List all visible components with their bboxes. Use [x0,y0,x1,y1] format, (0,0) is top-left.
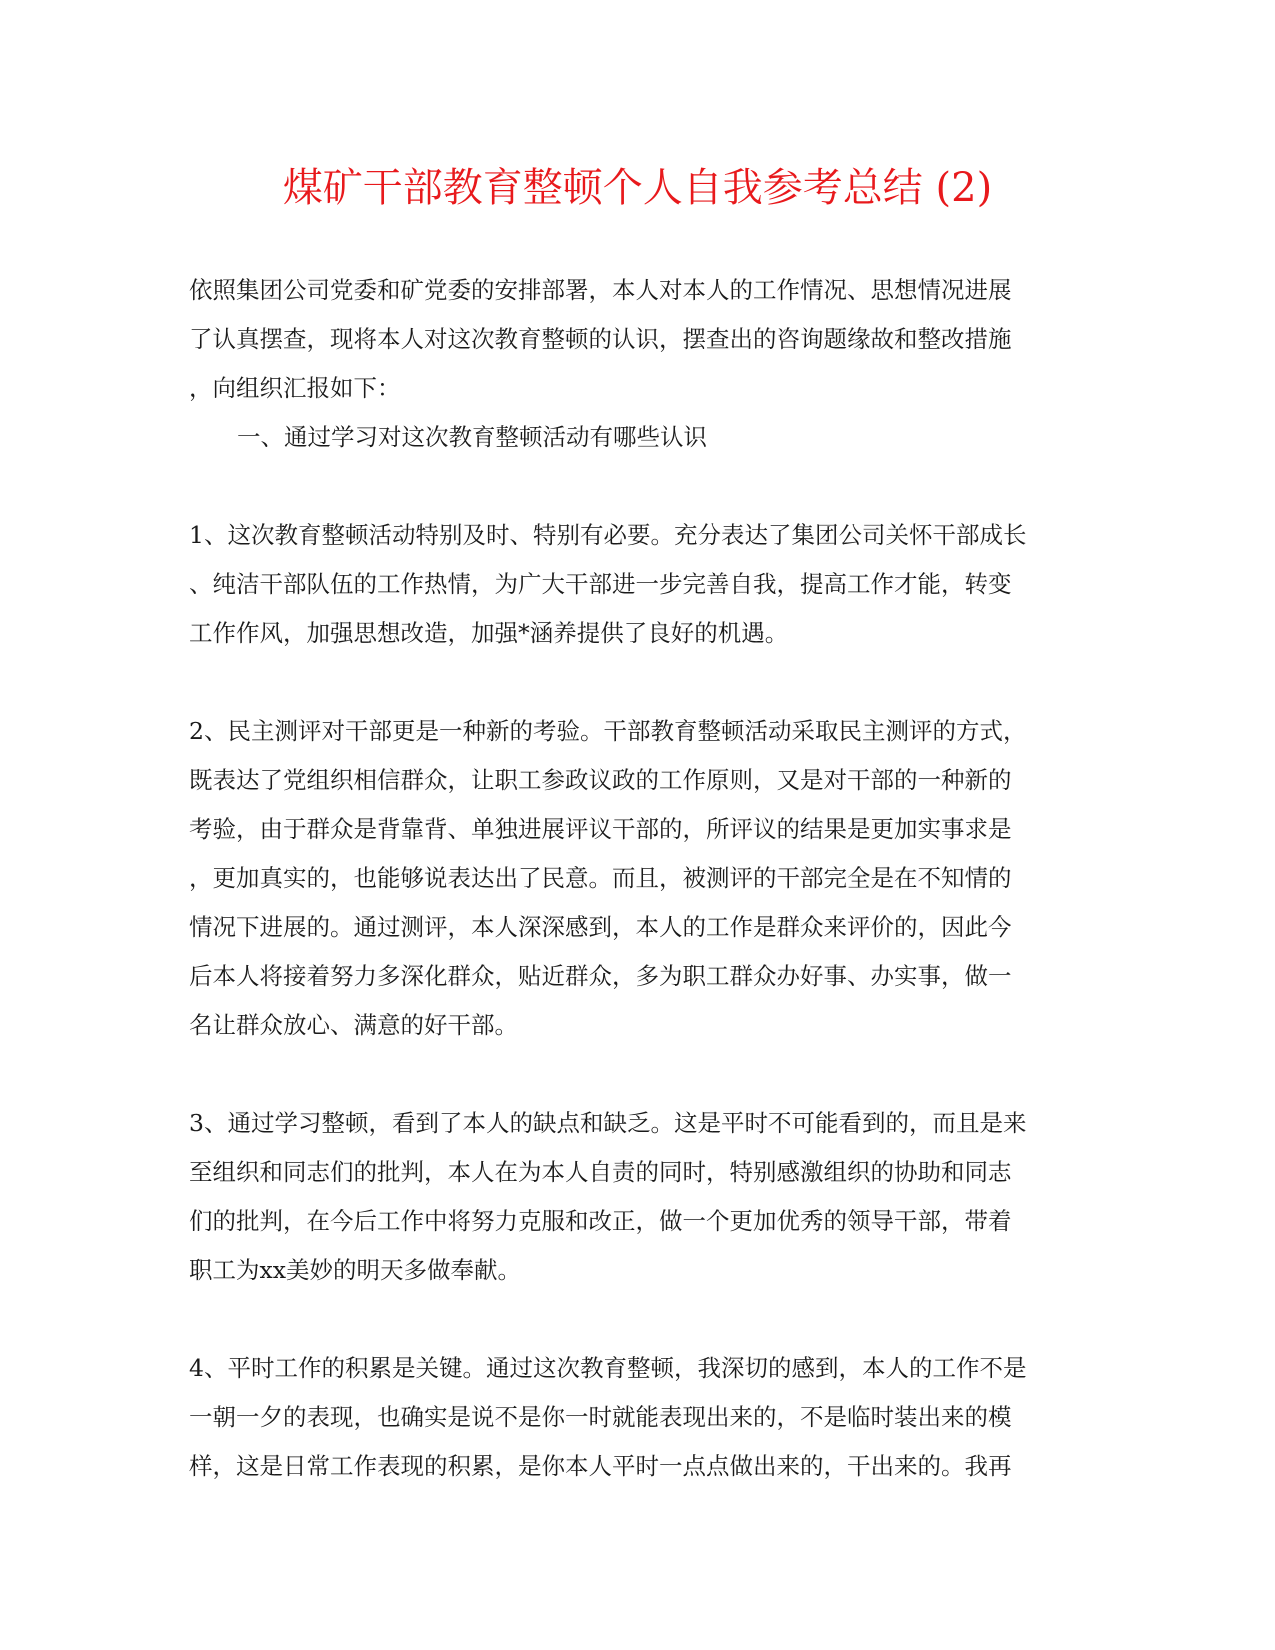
item-line: 2、民主测评对干部更是一种新的考验。干部教育整顿活动采取民主测评的方式， [189,717,1027,745]
section-heading [189,413,1089,462]
document-body [189,266,1089,1491]
intro-line: 依照集团公司党委和矿党委的安排部署，本人对本人的工作情况、思想情况进展 [189,276,1012,304]
item-line: 1、这次教育整顿活动特别及时、特别有必要。充分表达了集团公司关怀干部成长 [189,521,1027,549]
paragraph-gap [189,1050,1089,1099]
intro-paragraph [189,266,1089,413]
item-line: 样，这是日常工作表现的积累，是你本人平时一点点做出来的，干出来的。我再 [189,1452,1012,1480]
item-line: 后本人将接着努力多深化群众，贴近群众，多为职工群众办好事、办实事，做一 [189,962,1012,990]
intro-line: ，向组织汇报如下： [189,374,401,402]
item-paragraph-4 [189,1344,1089,1491]
intro-line: 了认真摆查，现将本人对这次教育整顿的认识，摆查出的咨询题缘故和整改措施 [189,325,1012,353]
item-line: 既表达了党组织相信群众，让职工参政议政的工作原则，又是对干部的一种新的 [189,766,1012,794]
section-heading-text: 一、通过学习对这次教育整顿活动有哪些认识 [237,423,707,451]
paragraph-gap [189,462,1089,511]
item-paragraph-3 [189,1099,1089,1295]
item-paragraph-2 [189,707,1089,1050]
item-line: 4、平时工作的积累是关键。通过这次教育整顿，我深切的感到，本人的工作不是 [189,1354,1027,1382]
item-line: 至组织和同志们的批判，本人在为本人自责的同时，特别感激组织的协助和同志 [189,1158,1012,1186]
item-line: 们的批判，在今后工作中将努力克服和改正，做一个更加优秀的领导干部，带着 [189,1207,1012,1235]
item-line: 名让群众放心、满意的好干部。 [189,1011,518,1039]
item-line: 一朝一夕的表现，也确实是说不是你一时就能表现出来的，不是临时装出来的模 [189,1403,1012,1431]
item-line: 3、通过学习整顿，看到了本人的缺点和缺乏。这是平时不可能看到的，而且是来 [189,1109,1027,1137]
item-line: 考验，由于群众是背靠背、单独进展评议干部的，所评议的结果是更加实事求是 [189,815,1012,843]
item-line: 、纯洁干部队伍的工作热情，为广大干部进一步完善自我，提高工作才能，转变 [189,570,1012,598]
item-line: 情况下进展的。通过测评，本人深深感到，本人的工作是群众来评价的，因此今 [189,913,1012,941]
item-line: ，更加真实的，也能够说表达出了民意。而且，被测评的干部完全是在不知情的 [189,864,1012,892]
paragraph-gap [189,1295,1089,1344]
item-line: 职工为xx美妙的明天多做奉献。 [189,1256,522,1284]
document-title: 煤矿干部教育整顿个人自我参考总结 (2) [282,165,993,211]
paragraph-gap [189,658,1089,707]
item-line: 工作作风，加强思想改造，加强*涵养提供了良好的机遇。 [189,619,789,647]
item-paragraph-1 [189,511,1089,658]
